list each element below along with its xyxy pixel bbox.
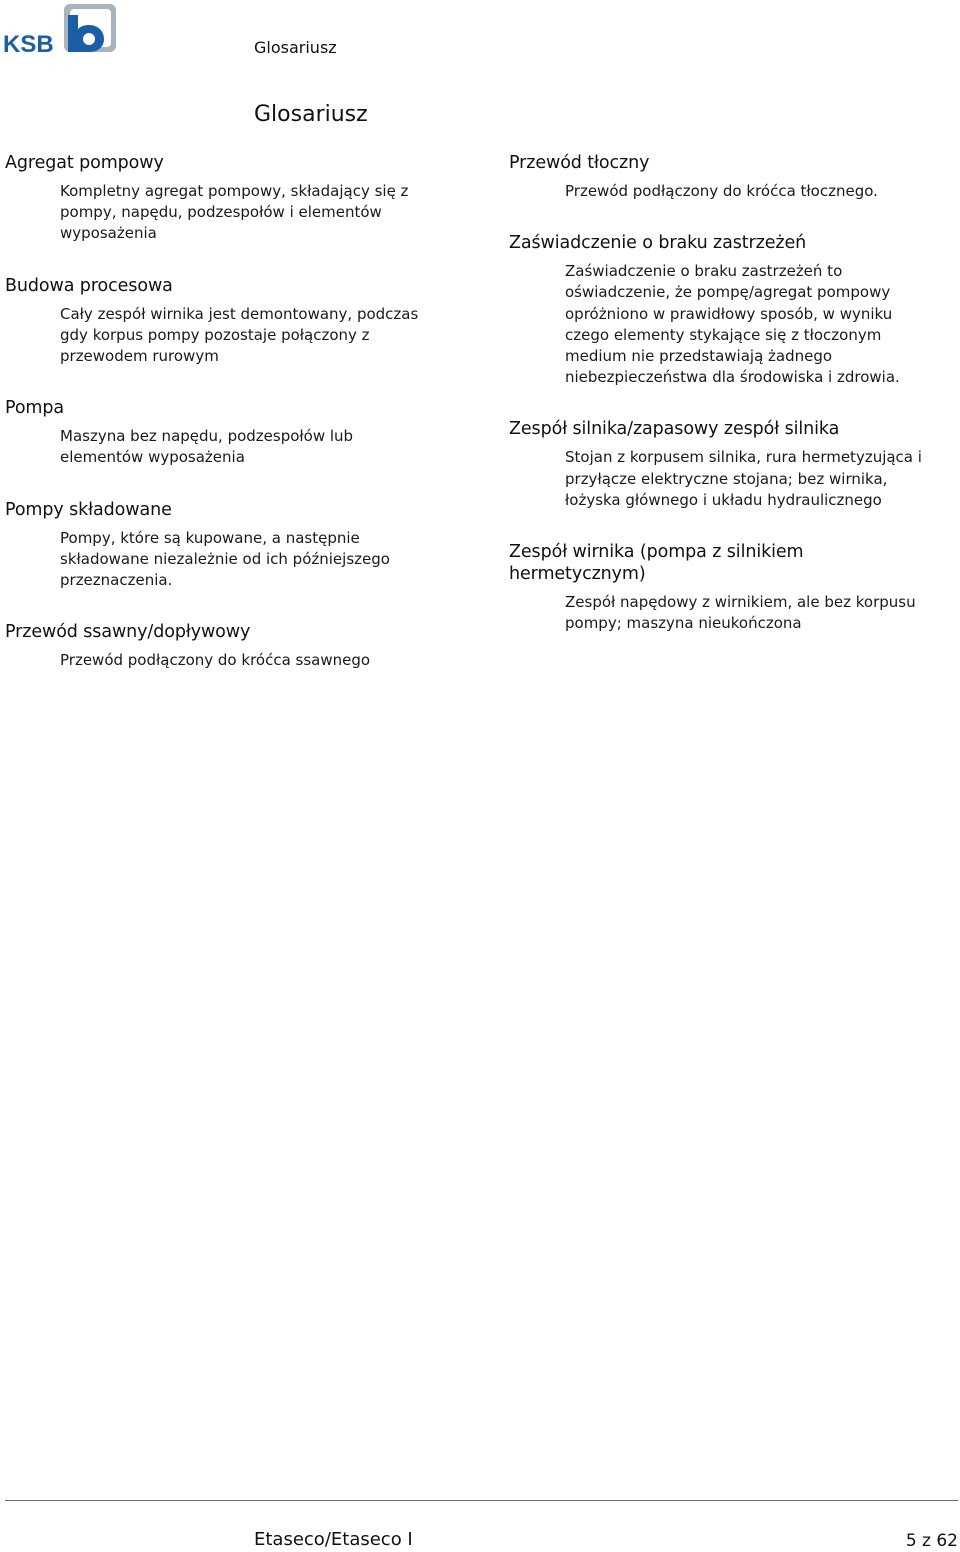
glossary-definition: Maszyna bez napędu, podzespołów lub elementów wyposażenia [60, 427, 354, 467]
glossary-definition: Stojan z korpusem silnika, rura hermetyzująca i przyłącze elektryczne stojana; bez wirnika, łożyska głównego i układu hydraulicznego [565, 448, 922, 509]
glossary-term: Przewód ssawny/dopływowy [5, 622, 251, 643]
glossary-term: Agregat pompowy [5, 153, 164, 173]
page-title: Glosariusz [254, 102, 368, 127]
footer-document-name: Etaseco/Etaseco I [254, 1529, 413, 1550]
glossary-term: Zaświadczenie o braku zastrzeżeń [509, 233, 807, 254]
glossary-definition: Cały zespół wirnika jest demontowany, podczas gdy korpus pompy pozostaje połączony z przewodem rurowym [60, 304, 419, 366]
glossary-entry [5, 152, 465, 245]
glossary-term: Przewód tłoczny [509, 153, 650, 173]
glossary-term: Pompa [5, 398, 65, 419]
svg-text:KSB: KSB [3, 31, 54, 55]
glossary-definition: Zaświadczenie o braku zastrzeżeń to oświadczenie, że pompę/agregat pompowy opróżniono w prawidłowy sposób, w wyniku czego elementy stykające się z tłoczonym medium nie przedstawiają żadnego niebezpieczeństwa dla środowiska i zdrowia. [565, 262, 900, 387]
glossary-entry [509, 152, 959, 202]
glossary-entry [5, 275, 465, 368]
glossary-term: Zespół wirnika (pompa z silnikiem hermetycznym) [509, 542, 804, 585]
glossary-entry [509, 418, 959, 511]
glossary-entry [5, 621, 465, 671]
glossary-entry [5, 499, 465, 592]
glossary-definition: Pompy, które są kupowane, a następnie składowane niezależnie od ich późniejszego przeznaczenia. [60, 528, 390, 590]
glossary-entry [509, 541, 959, 634]
glossary-entry [5, 397, 465, 468]
glossary-definition: Zespół napędowy z wirnikiem, ale bez korpusu pompy; maszyna nieukończona [565, 593, 916, 633]
glossary-term: Zespół silnika/zapasowy zespół silnika [509, 419, 840, 440]
glossary-term: Pompy składowane [5, 499, 172, 520]
glossary-right-column [509, 152, 959, 634]
glossary-left-column [5, 152, 465, 671]
glossary-entry [509, 232, 959, 388]
running-header-title: Glosariusz [254, 38, 337, 57]
glossary-definition: Kompletny agregat pompowy, składający się z pompy, napędu, podzespołów i elementów wyposażenia [60, 182, 409, 243]
glossary-definition: Przewód podłączony do króćca ssawnego [60, 651, 371, 670]
glossary-definition: Przewód podłączony do króćca tłocznego. [565, 182, 878, 200]
ksb-logo [2, 3, 120, 55]
footer-page-number: 5 z 62 [905, 1531, 958, 1551]
footer-divider [5, 1500, 958, 1501]
glossary-term: Budowa procesowa [5, 275, 173, 296]
